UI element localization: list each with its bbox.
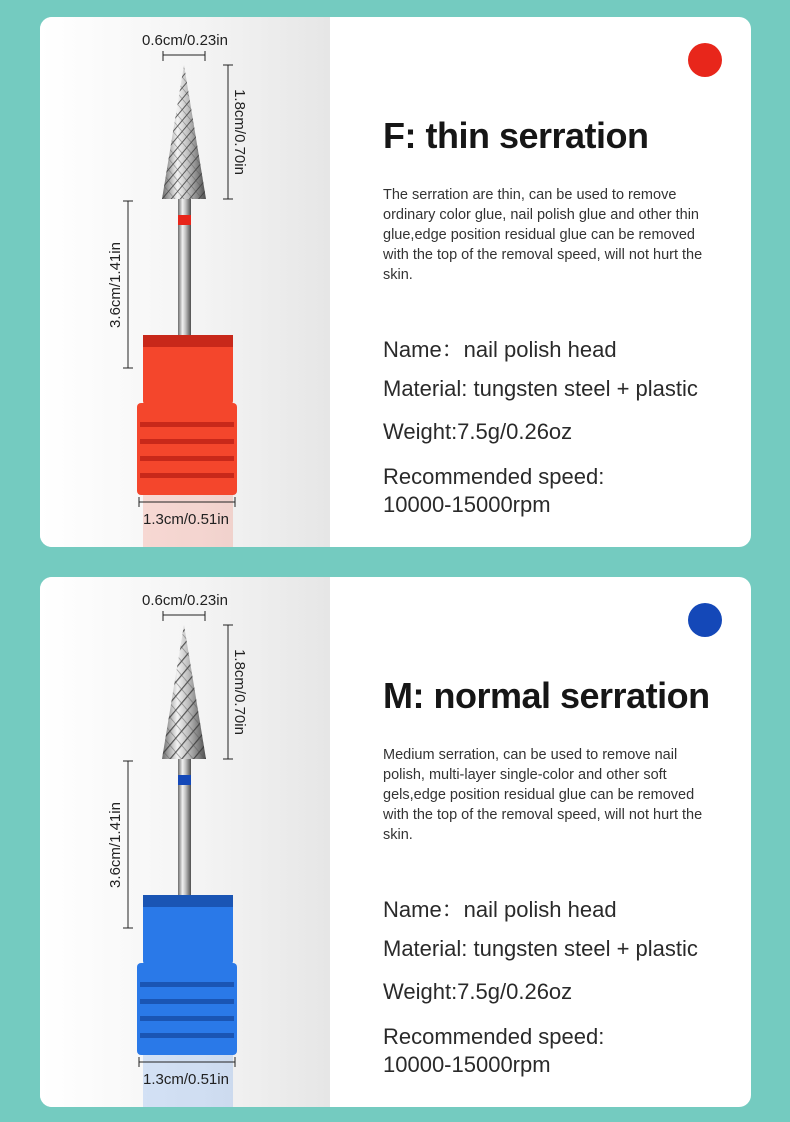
color-indicator-dot bbox=[688, 603, 722, 637]
dim-shank-length: 3.6cm/1.41in bbox=[107, 242, 124, 328]
dim-base-width: 1.3cm/0.51in bbox=[143, 1071, 229, 1088]
spec-speed bbox=[383, 463, 604, 519]
product-description: The serration are thin, can be used to remove ordinary color glue, nail polish glue and other thin glue,edge position residual glue can be removed with the top of the removal speed, will not hurt the skin. bbox=[383, 187, 703, 283]
spec-weight: Weight:7.5g/0.26oz bbox=[383, 979, 573, 1004]
dim-head-length: 1.8cm/0.70in bbox=[231, 89, 248, 175]
dim-tip-width: 0.6cm/0.23in bbox=[142, 592, 228, 609]
product-card-m bbox=[40, 577, 751, 1107]
product-card-f bbox=[40, 17, 751, 547]
product-title: F: thin serration bbox=[383, 115, 649, 156]
spec-name: Name：nail polish head bbox=[383, 897, 617, 922]
spec-speed-value: 10000-15000rpm bbox=[383, 1052, 551, 1077]
drill-bit-illustration bbox=[40, 17, 330, 547]
product-image-panel bbox=[40, 17, 330, 547]
product-description: Medium serration, can be used to remove nail polish, multi-layer single-color and other soft gels,edge position residual glue can be removed with the top of the removal speed, will not hurt the skin. bbox=[383, 747, 703, 843]
drill-head-cuts-cross bbox=[162, 625, 206, 759]
spec-material: Material: tungsten steel + plastic bbox=[383, 376, 698, 401]
drill-head-cuts-cross bbox=[162, 65, 206, 199]
color-indicator-dot bbox=[688, 43, 722, 77]
dim-tip-width: 0.6cm/0.23in bbox=[142, 32, 228, 49]
spec-material: Material: tungsten steel + plastic bbox=[383, 936, 698, 961]
dim-shank-length: 3.6cm/1.41in bbox=[107, 802, 124, 888]
spec-speed bbox=[383, 1023, 604, 1079]
color-band bbox=[178, 775, 191, 785]
drill-bit-illustration bbox=[40, 577, 330, 1107]
product-title: M: normal serration bbox=[383, 675, 710, 716]
product-image-panel bbox=[40, 577, 330, 1107]
dim-base-width: 1.3cm/0.51in bbox=[143, 511, 229, 528]
spec-speed-value: 10000-15000rpm bbox=[383, 492, 551, 517]
spec-speed-label: Recommended speed: bbox=[383, 464, 605, 489]
dim-head-length: 1.8cm/0.70in bbox=[231, 649, 248, 735]
spec-name: Name：nail polish head bbox=[383, 337, 617, 362]
color-band bbox=[178, 215, 191, 225]
spec-weight: Weight:7.5g/0.26oz bbox=[383, 419, 573, 444]
spec-speed-label: Recommended speed: bbox=[383, 1024, 605, 1049]
